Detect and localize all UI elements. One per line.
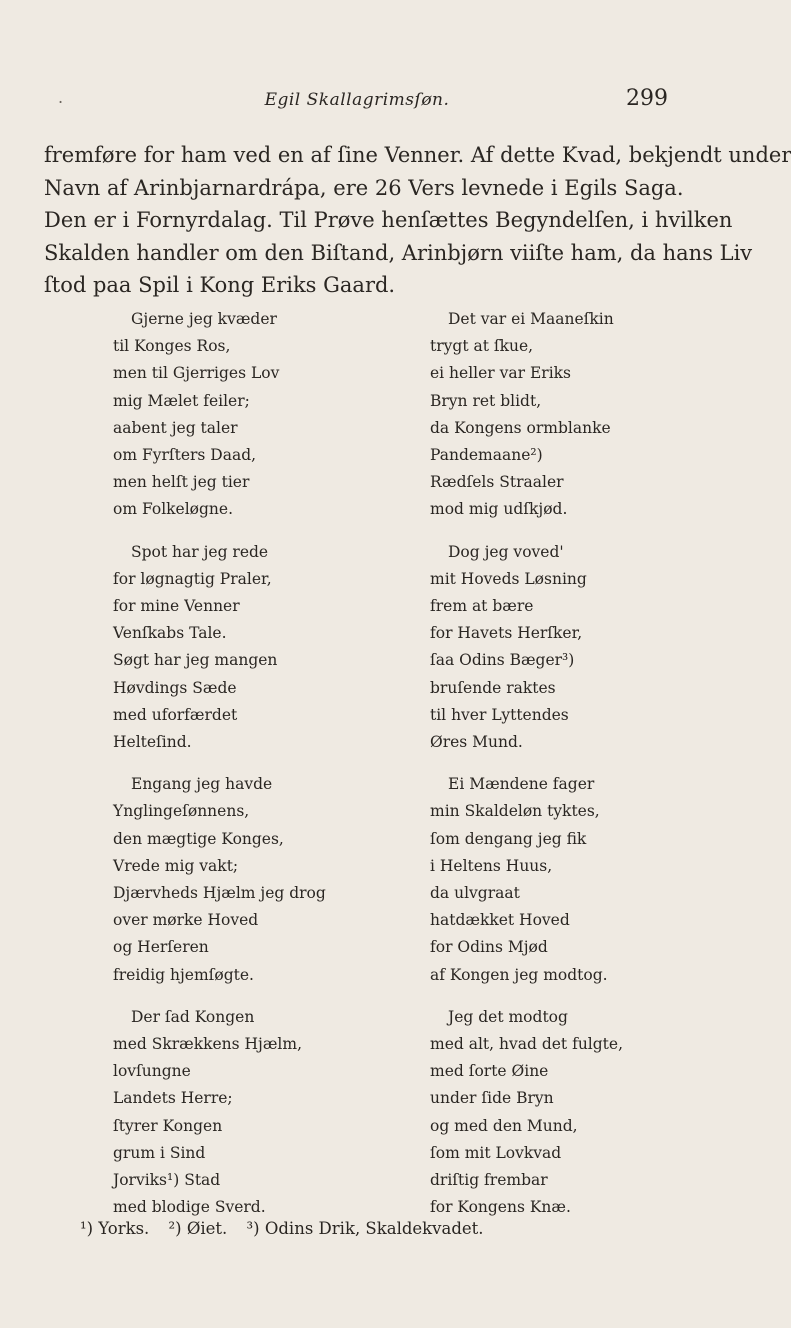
prose-line: fremføre for ham ved en af ſine Venner. Af dette Kvad, bekjendt under (44, 143, 791, 167)
verse-line: ei heller var Eriks (430, 364, 571, 383)
verse-line: om Fyrſters Daad, (113, 446, 257, 465)
running-head (46, 86, 668, 120)
verse-line: mig Mælet feiler; (113, 391, 250, 410)
verse-line: frem at bære (430, 597, 534, 616)
verse-line: Pandemaane²) (430, 446, 543, 465)
verse-line: af Kongen jeg modtog. (430, 965, 608, 984)
verse-line: Ynglingeſønnens, (113, 802, 250, 821)
verse-line: for løgnagtig Praler, (113, 569, 272, 588)
verse-line: Dog jeg voved' (448, 542, 564, 561)
verse-line: Øres Mund. (430, 733, 523, 752)
verse-line: mod mig udſkjød. (430, 500, 568, 519)
footnote-2: ²) Øiet. (168, 1219, 228, 1238)
verse-line: i Heltens Huus, (430, 856, 553, 875)
verse-line: ſaa Odins Bæger³) (430, 651, 575, 670)
verse-line: Rædſels Straaler (430, 473, 564, 492)
prose-line: ſtod paa Spil i Kong Eriks Gaard. (44, 273, 396, 297)
verse-line: med uforfærdet (113, 705, 238, 724)
verse-line: med Skrækkens Hjælm, (113, 1035, 303, 1054)
poem-stanza (430, 539, 700, 757)
poem-stanza (430, 306, 700, 524)
verse-line: Vrede mig vakt; (113, 856, 239, 875)
verse-line: bruſende raktes (430, 678, 556, 697)
prose-line: Navn af Arinbjarnardrápa, ere 26 Vers levnede i Egils Saga. (44, 175, 684, 200)
verse-line: Helteſind. (113, 733, 192, 752)
verse-line: til Konges Ros, (113, 337, 231, 356)
verse-line: Spot har jeg rede (131, 542, 269, 561)
verse-line: freidig hjemſøgte. (113, 965, 254, 984)
verse-line: Bryn ret blidt, (430, 391, 542, 410)
verse-line: Søgt har jeg mangen (113, 651, 278, 670)
prose-paragraph (44, 139, 791, 302)
verse-line: men helſt jeg tier (113, 473, 250, 492)
verse-line: for mine Venner (113, 597, 240, 616)
verse-line: for Havets Herſker, (430, 624, 583, 643)
verse-line: Engang jeg havde (131, 775, 273, 794)
verse-line: med blodige Sverd. (113, 1198, 266, 1217)
verse-line: under ſide Bryn (430, 1089, 554, 1108)
verse-line: Venſkabs Tale. (113, 624, 227, 643)
verse-line: Ei Mændene fager (448, 775, 595, 794)
header-dot: . (58, 88, 64, 107)
verse-line: for Odins Mjød (430, 938, 548, 957)
verse-line: Der ſad Kongen (131, 1007, 255, 1026)
poem-stanza (430, 1004, 700, 1222)
prose-line: Den er i Fornyrdalag. Til Prøve henſættes Begyndelſen, i hvilken (44, 208, 733, 232)
footnotes (80, 1219, 498, 1238)
verse-line: grum i Sind (113, 1143, 206, 1162)
verse-line: trygt at ſkue, (430, 337, 534, 356)
verse-line: den mægtige Konges, (113, 829, 284, 848)
verse-line: og Herſeren (113, 938, 209, 957)
verse-line: med alt, hvad det fulgte, (430, 1035, 624, 1054)
verse-line: Jorviks¹) Stad (113, 1171, 221, 1190)
prose-line: Skalden handler om den Biſtand, Arinbjørn viiſte ham, da hans Liv (44, 240, 753, 265)
poem-stanza (113, 539, 383, 757)
verse-line: min Skaldeløn tyktes, (430, 802, 600, 821)
poem-column-left (113, 306, 383, 1237)
poem-stanza (430, 771, 700, 989)
verse-line: Jeg det modtog (448, 1007, 568, 1026)
verse-line: da Kongens ormblanke (430, 418, 611, 437)
poem-stanza (113, 771, 383, 989)
verse-line: men til Gjerriges Lov (113, 364, 280, 383)
verse-line: da ulvgraat (430, 884, 520, 903)
footnote-3: ³) Odins Drik, Skaldekvadet. (246, 1219, 484, 1238)
verse-line: til hver Lyttendes (430, 705, 569, 724)
verse-line: ſtyrer Kongen (113, 1116, 223, 1135)
verse-line: og med den Mund, (430, 1116, 578, 1135)
verse-line: Djærvheds Hjælm jeg drog (113, 884, 326, 903)
verse-line: ſom dengang jeg fik (430, 829, 587, 848)
verse-line: Gjerne jeg kvæder (131, 310, 277, 328)
poem-stanza (113, 1004, 383, 1222)
verse-line: for Kongens Knæ. (430, 1198, 571, 1217)
running-title: Egil Skallagrimsſøn. (264, 90, 450, 110)
verse-line: Høvdings Sæde (113, 678, 237, 697)
verse-line: Det var ei Maaneſkin (448, 310, 614, 328)
verse-line: aabent jeg taler (113, 418, 238, 437)
verse-line: om Folkeløgne. (113, 500, 234, 519)
poem-column-right (430, 306, 700, 1237)
verse-line: driſtig frembar (430, 1171, 548, 1190)
verse-line: med ſorte Øine (430, 1062, 549, 1081)
verse-line: hatdækket Hoved (430, 911, 570, 930)
footnote-1: ¹) Yorks. (80, 1219, 150, 1238)
verse-line: lovſungne (113, 1062, 191, 1081)
page-number: 299 (626, 86, 668, 111)
verse-line: ſom mit Lovkvad (430, 1143, 562, 1162)
verse-line: mit Hoveds Løsning (430, 569, 587, 588)
verse-line: Landets Herre; (113, 1089, 233, 1108)
verse-line: over mørke Hoved (113, 911, 259, 930)
poem-stanza (113, 306, 383, 524)
